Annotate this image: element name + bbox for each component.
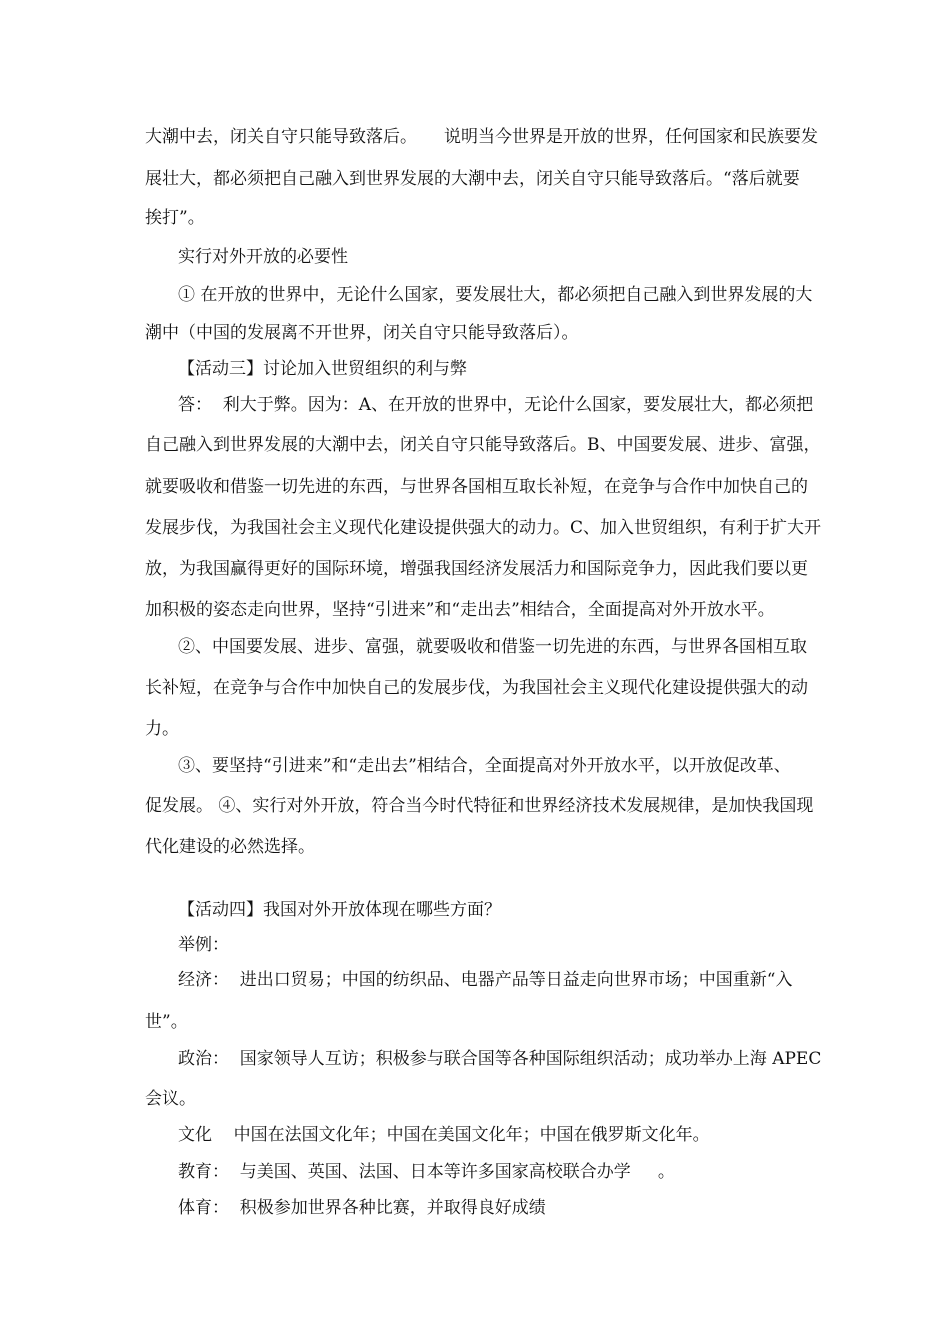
body-text-line: 答： 利大于弊。因为：A、在开放的世界中，无论什么国家，要发展壮大，都必须把	[178, 395, 814, 415]
body-text-line: 举例：	[178, 935, 229, 955]
body-text-line: 政治： 国家领导人互访；积极参与联合国等各种国际组织活动；成功举办上海 APEC	[178, 1049, 822, 1069]
body-text-line: 就要吸收和借鉴一切先进的东西，与世界各国相互取长补短，在竞争与合作中加快自己的	[145, 477, 808, 497]
body-text-line: 会议。	[145, 1089, 196, 1109]
body-text-line: 挨打”。	[145, 208, 205, 228]
body-text-line: 力。	[145, 719, 179, 739]
body-text-line: ③、要坚持“引进来”和“走出去”相结合，全面提高对外开放水平，以开放促改革、	[178, 756, 791, 776]
body-text-line: 长补短，在竞争与合作中加快自己的发展步伐，为我国社会主义现代化建设提供强大的动	[145, 678, 808, 698]
body-text-line: 经济： 进出口贸易；中国的纺织品、电器产品等日益走向世界市场；中国重新“入	[178, 970, 793, 990]
body-text-line: ① 在开放的世界中，无论什么国家，要发展壮大，都必须把自己融入到世界发展的大	[178, 285, 813, 305]
body-text-line: 文化 中国在法国文化年；中国在美国文化年；中国在俄罗斯文化年。	[178, 1125, 710, 1145]
body-text-line: 潮中（中国的发展离不开世界，闭关自守只能导致落后）。	[145, 323, 579, 343]
body-text-line: ②、中国要发展、进步、富强，就要吸收和借鉴一切先进的东西，与世界各国相互取	[178, 637, 807, 657]
body-text-line: 自己融入到世界发展的大潮中去，闭关自守只能导致落后。B、中国要发展、进步、富强，	[145, 435, 821, 455]
activity-heading: 【活动三】讨论加入世贸组织的利与弊	[178, 359, 467, 379]
body-text-line: 大潮中去，闭关自守只能导致落后。 说明当今世界是开放的世界，任何国家和民族要发	[145, 127, 819, 147]
body-text-line: 放，为我国赢得更好的国际环境，增强我国经济发展活力和国际竞争力，因此我们要以更	[145, 559, 808, 579]
body-text-line: 代化建设的必然选择。	[145, 837, 315, 857]
body-text-line: 加积极的姿态走向世界，坚持“引进来”和“走出去”相结合，全面提高对外开放水平。	[145, 600, 775, 620]
body-text-line: 发展步伐，为我国社会主义现代化建设提供强大的动力。C、加入世贸组织，有利于扩大开	[145, 518, 822, 538]
body-text-line: 促发展。 ④、实行对外开放，符合当今时代特征和世界经济技术发展规律，是加快我国现	[145, 796, 814, 816]
section-heading: 实行对外开放的必要性	[178, 247, 348, 267]
body-text-line: 体育： 积极参加世界各种比赛，并取得良好成绩	[178, 1198, 546, 1218]
activity-heading: 【活动四】我国对外开放体现在哪些方面？	[178, 900, 501, 920]
body-text-line: 教育： 与美国、英国、法国、日本等许多国家高校联合办学 。	[178, 1162, 675, 1182]
body-text-line: 展壮大，都必须把自己融入到世界发展的大潮中去，闭关自守只能导致落后。“落后就要	[145, 169, 800, 189]
body-text-line: 世”。	[145, 1012, 188, 1032]
